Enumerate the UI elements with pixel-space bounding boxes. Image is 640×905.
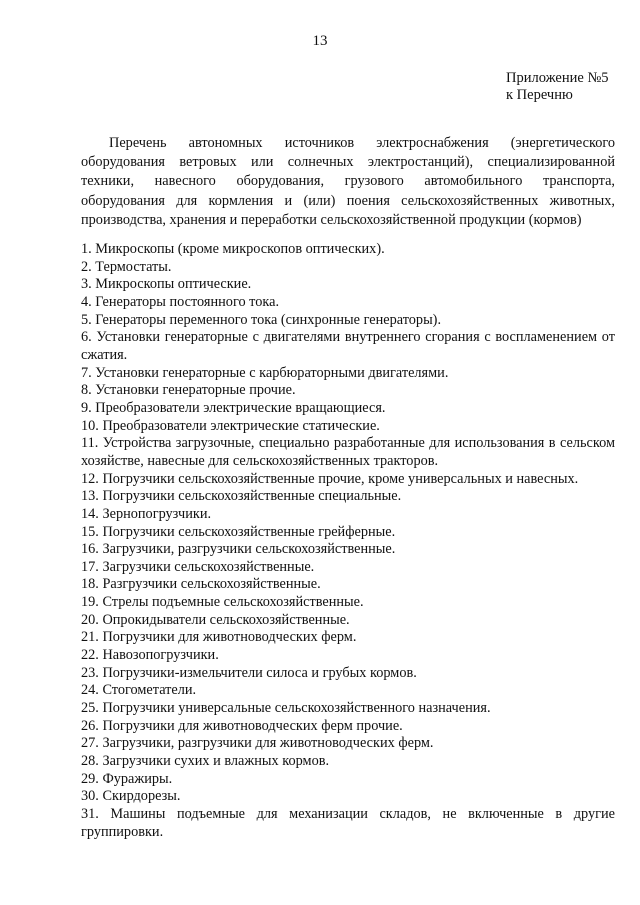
list-item: 5. Генераторы переменного тока (синхронные генераторы). (81, 311, 442, 328)
list-item: 16. Загрузчики, разгрузчики сельскохозяйственные. (81, 541, 396, 558)
list-item: 1. Микроскопы (кроме микроскопов оптических). (81, 241, 385, 257)
list-item: 3. Микроскопы оптические. (81, 276, 252, 293)
list-item: 18. Разгрузчики сельскохозяйственные. (81, 576, 321, 593)
list-item: 24. Стогометатели. (81, 682, 197, 699)
page-number: 13 (312, 33, 328, 49)
appendix-title: Приложение №5 (506, 70, 609, 86)
document-heading: Перечень автономных источников электроснабжения (энергетического оборудования ветровых или солнечных электростанций), специализированной техники, навесного оборудования, грузового автомобильного транспорта, оборудования для кормления и (или) поения сельскохозяйственных животных, производства, хранения и переработки сельскохозяйственной продукции (кормов) (81, 135, 615, 228)
list-item: 19. Стрелы подъемные сельскохозяйственные. (81, 594, 364, 611)
list-item: 7. Установки генераторные с карбюраторными двигателями. (81, 364, 449, 381)
list-item: 4. Генераторы постоянного тока. (81, 293, 280, 310)
list-item: 31. Машины подъемные для механизации складов, не включенные в другие группировки. (81, 806, 615, 840)
list-item: 28. Загрузчики сухих и влажных кормов. (81, 753, 330, 770)
list-item: 29. Фуражиры. (81, 770, 173, 787)
list-item: 17. Загрузчики сельскохозяйственные. (81, 558, 315, 575)
list-item: 25. Погрузчики универсальные сельскохозяйственного назначения. (81, 700, 491, 717)
appendix-subtitle: к Перечню (506, 87, 573, 103)
list-item: 22. Навозопогрузчики. (81, 647, 219, 664)
list-item: 6. Установки генераторные с двигателями внутреннего сгорания с воспламенением от сжатия. (81, 329, 615, 363)
list-item: 12. Погрузчики сельскохозяйственные прочие, кроме универсальных и навесных. (81, 470, 579, 487)
list-item: 21. Погрузчики для животноводческих ферм. (81, 629, 357, 646)
list-item: 10. Преобразователи электрические статические. (81, 417, 380, 434)
list-item: 14. Зернопогрузчики. (81, 505, 212, 522)
list-item: 8. Установки генераторные прочие. (81, 382, 296, 399)
list-item: 20. Опрокидыватели сельскохозяйственные. (81, 611, 350, 628)
list-item: 11. Устройства загрузочные, специально разработанные для использования в сельском хозяйстве, навесные для сельскохозяйственных тракторов. (81, 435, 615, 469)
list-item: 15. Погрузчики сельскохозяйственные грейферные. (81, 523, 396, 540)
equipment-list (81, 241, 615, 841)
list-item: 9. Преобразователи электрические вращающиеся. (81, 399, 386, 416)
list-item: 2. Термостаты. (81, 258, 172, 275)
list-item: 30. Скирдорезы. (81, 788, 181, 805)
list-item: 26. Погрузчики для животноводческих ферм прочие. (81, 717, 403, 734)
list-item: 27. Загрузчики, разгрузчики для животноводческих ферм. (81, 735, 434, 752)
list-item: 13. Погрузчики сельскохозяйственные специальные. (81, 488, 402, 505)
list-item: 23. Погрузчики-измельчители силоса и грубых кормов. (81, 664, 417, 681)
appendix-reference (506, 70, 609, 104)
